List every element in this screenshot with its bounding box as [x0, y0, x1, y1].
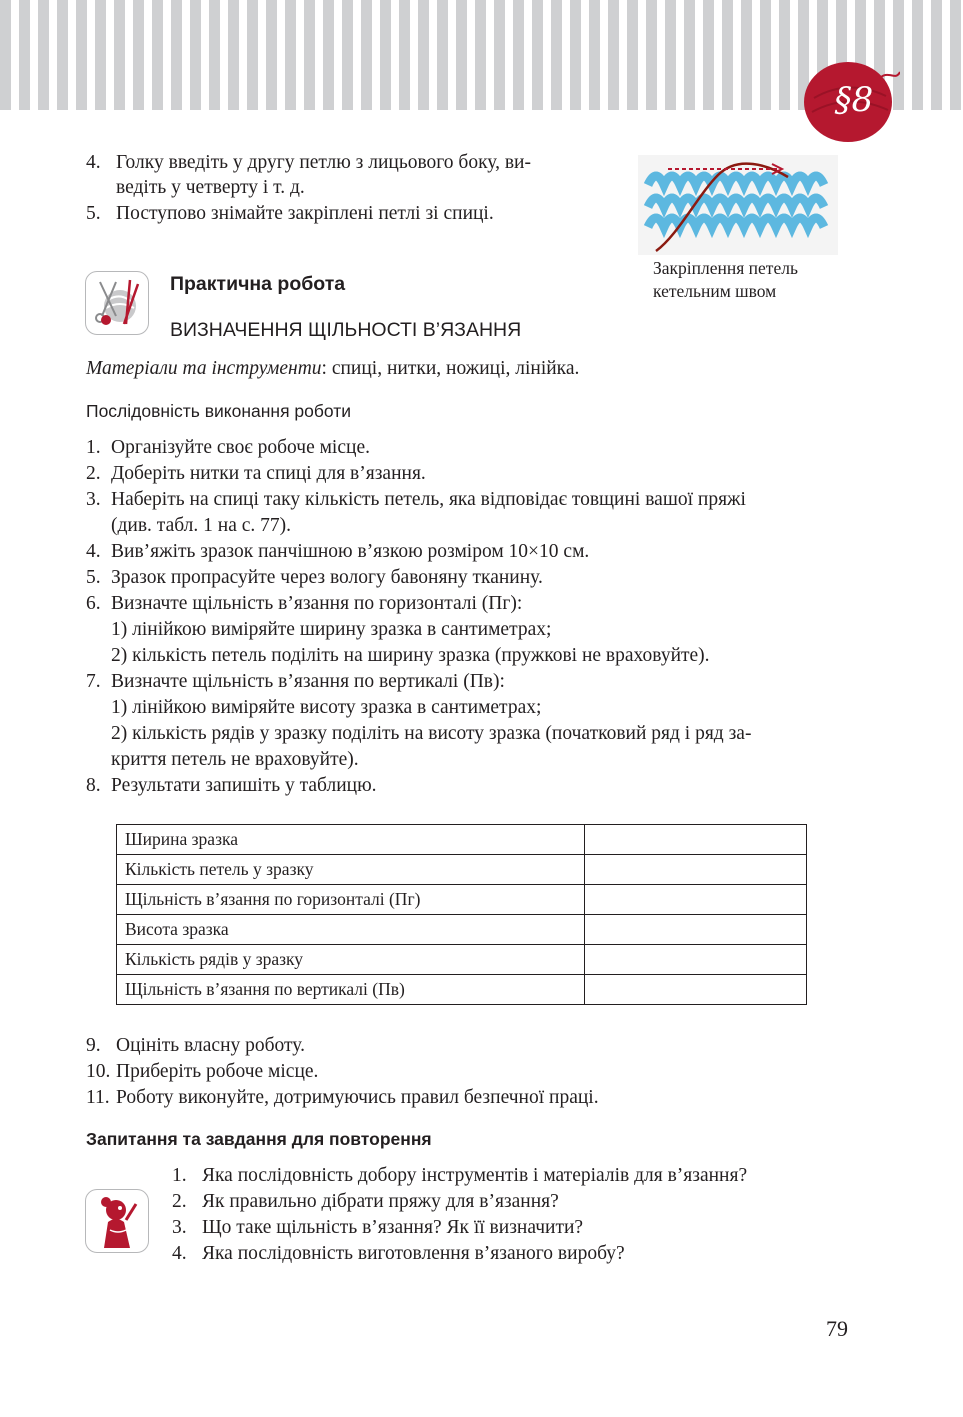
intro-step-4: 4. Голку введіть у другу петлю з лицьового боку, ви- [86, 152, 531, 173]
page-number: 79 [826, 1316, 848, 1341]
table-cell-label: Ширина зразка [117, 825, 585, 855]
step-4: 4. Вив’яжіть зразок панчішною в’язкою розміром 10×10 см. [86, 541, 590, 562]
step-1: 1. Організуйте своє робоче місце. [86, 437, 370, 458]
table-cell-value[interactable] [585, 885, 807, 915]
table-cell-label: Щільність в’язання по вертикалі (Пв) [117, 975, 585, 1005]
table-row [117, 855, 807, 885]
chain-stitch-illustration [638, 155, 838, 255]
table-cell-label: Кількість рядів у зразку [117, 945, 585, 975]
step-6-sub-2: 2) кількість петель поділіть на ширину зразка (пружкові не враховуйте). [111, 645, 710, 666]
step-7-sub-2-cont: криття петель не враховуйте). [111, 749, 359, 770]
results-table [116, 824, 807, 1005]
practical-work-label: Практична робота [170, 273, 346, 295]
figure-caption [653, 257, 798, 303]
table-row [117, 945, 807, 975]
step-7: 7. Визначте щільність в’язання по вертикалі (Пв): [86, 671, 505, 692]
intro-step-4-cont: ведіть у четверту і т. д. [116, 177, 305, 198]
step-10: 10. Приберіть робоче місце. [86, 1061, 319, 1082]
table-cell-value[interactable] [585, 855, 807, 885]
step-6-sub-1: 1) лінійкою виміряйте ширину зразка в сантиметрах; [111, 619, 552, 640]
step-9: 9. Оцініть власну роботу. [86, 1035, 305, 1056]
table-cell-value[interactable] [585, 915, 807, 945]
practical-work-title: ВИЗНАЧЕННЯ ЩІЛЬНОСТІ В’ЯЗАННЯ [170, 319, 522, 341]
practical-work-icon [85, 271, 149, 335]
step-3-cont: (див. табл. 1 на с. 77). [111, 515, 292, 536]
materials-line [86, 356, 579, 382]
intro-step-5: 5. Поступово знімайте закріплені петлі зі спиці. [86, 203, 494, 224]
section-badge: §8 [834, 80, 874, 120]
materials-label: Матеріали та інструменти [86, 358, 322, 379]
table-cell-label: Висота зразка [117, 915, 585, 945]
step-8: 8. Результати запишіть у таблицю. [86, 775, 377, 796]
table-cell-value[interactable] [585, 975, 807, 1005]
table-cell-label: Щільність в’язання по горизонталі (Пг) [117, 885, 585, 915]
step-7-sub-2: 2) кількість рядів у зразку поділіть на висоту зразка (початковий ряд і ряд за- [111, 723, 752, 744]
questions-heading: Запитання та завдання для повторення [86, 1129, 432, 1149]
table-cell-label: Кількість петель у зразку [117, 855, 585, 885]
table-cell-value[interactable] [585, 945, 807, 975]
materials-text: : спиці, нитки, ножиці, лінійка. [321, 358, 580, 379]
table-row [117, 825, 807, 855]
table-row [117, 885, 807, 915]
table-row [117, 915, 807, 945]
caption-line-2: кетельним швом [653, 281, 777, 301]
step-11: 11. Роботу виконуйте, дотримуючись правил безпечної праці. [86, 1087, 599, 1108]
caption-line-1: Закріплення петель [653, 258, 798, 278]
sequence-heading: Послідовність виконання роботи [86, 401, 352, 421]
step-7-sub-1: 1) лінійкою виміряйте висоту зразка в сантиметрах; [111, 697, 542, 718]
question-3: 3. Що таке щільність в’язання? Як її визначити? [172, 1217, 584, 1238]
step-6: 6. Визначте щільність в’язання по горизонталі (Пг): [86, 593, 523, 614]
question-4: 4. Яка послідовність виготовлення в’язаного виробу? [172, 1243, 625, 1264]
step-2: 2. Доберіть нитки та спиці для в’язання. [86, 463, 426, 484]
question-1: 1. Яка послідовність добору інструментів і матеріалів для в’язання? [172, 1165, 748, 1186]
questions-icon [85, 1189, 149, 1253]
table-row [117, 975, 807, 1005]
step-5: 5. Зразок пропрасуйте через вологу бавоняну тканину. [86, 567, 543, 588]
question-2: 2. Як правильно дібрати пряжу для в’язання? [172, 1191, 559, 1212]
table-cell-value[interactable] [585, 825, 807, 855]
step-3: 3. Наберіть на спиці таку кількість петель, яка відповідає товщині вашої пряжі [86, 489, 746, 510]
